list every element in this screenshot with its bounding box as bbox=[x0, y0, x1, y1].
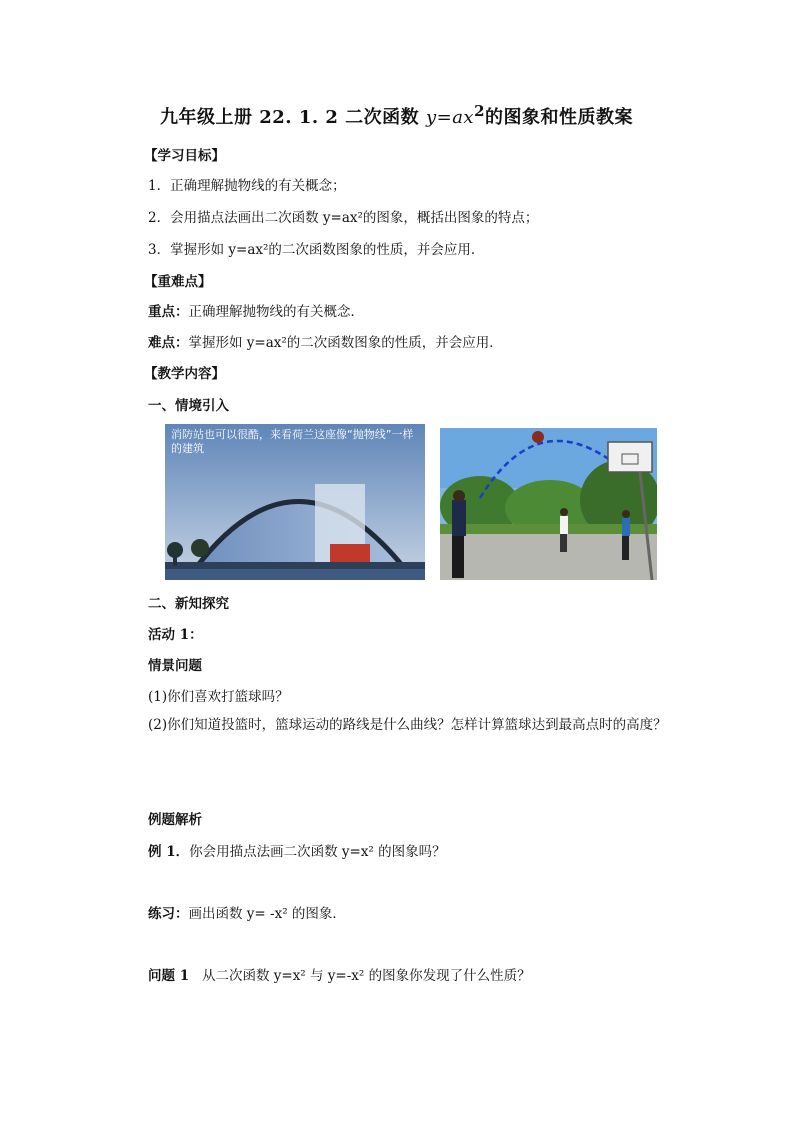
basketball-illustration bbox=[440, 428, 657, 580]
question-1: (1)你们喜欢打篮球吗？ bbox=[148, 689, 289, 705]
difficulty-line: 难点：掌握形如 y=ax²的二次函数图象的性质，并会应用． bbox=[148, 335, 503, 351]
objective-item-3: 3．掌握形如 y=ax²的二次函数图象的性质，并会应用． bbox=[148, 242, 485, 258]
key-points-heading: 【重难点】 bbox=[144, 274, 212, 290]
objectives-heading: 【学习目标】 bbox=[144, 148, 225, 164]
content-heading: 【教学内容】 bbox=[144, 366, 225, 382]
image-caption: 消防站也可以很酷，来看荷兰这座像“抛物线”一样的建筑 bbox=[171, 428, 414, 455]
practice: 练习：画出函数 y= -x² 的图象． bbox=[148, 906, 346, 922]
section-1-heading: 一、情境引入 bbox=[148, 398, 229, 414]
activity-label: 活动 1： bbox=[148, 627, 203, 643]
question-item-1: 问题 1 从二次函数 y=x² 与 y=-x² 的图象你发现了什么性质？ bbox=[148, 968, 531, 984]
objective-item-1: 1．正确理解抛物线的有关概念； bbox=[148, 178, 346, 194]
focus-line: 重点：正确理解抛物线的有关概念． bbox=[148, 304, 364, 320]
example-heading: 例题解析 bbox=[148, 812, 202, 828]
section-2-heading: 二、新知探究 bbox=[148, 596, 229, 612]
basketball-shot-image bbox=[440, 428, 657, 580]
scenario-heading: 情景问题 bbox=[148, 658, 202, 674]
page-title: 九年级上册 22. 1. 2 二次函数 $y=ax^2$的图象和性质教案 bbox=[159, 102, 634, 128]
parabola-building-image bbox=[165, 424, 425, 580]
objective-item-2: 2．会用描点法画出二次函数 y=ax²的图象，概括出图象的特点； bbox=[148, 210, 539, 226]
question-2: (2)你们知道投篮时，篮球运动的路线是什么曲线？怎样计算篮球达到最高点时的高度？ bbox=[148, 717, 667, 733]
example-1: 例 1．你会用描点法画二次函数 y=x² 的图象吗？ bbox=[148, 844, 446, 860]
